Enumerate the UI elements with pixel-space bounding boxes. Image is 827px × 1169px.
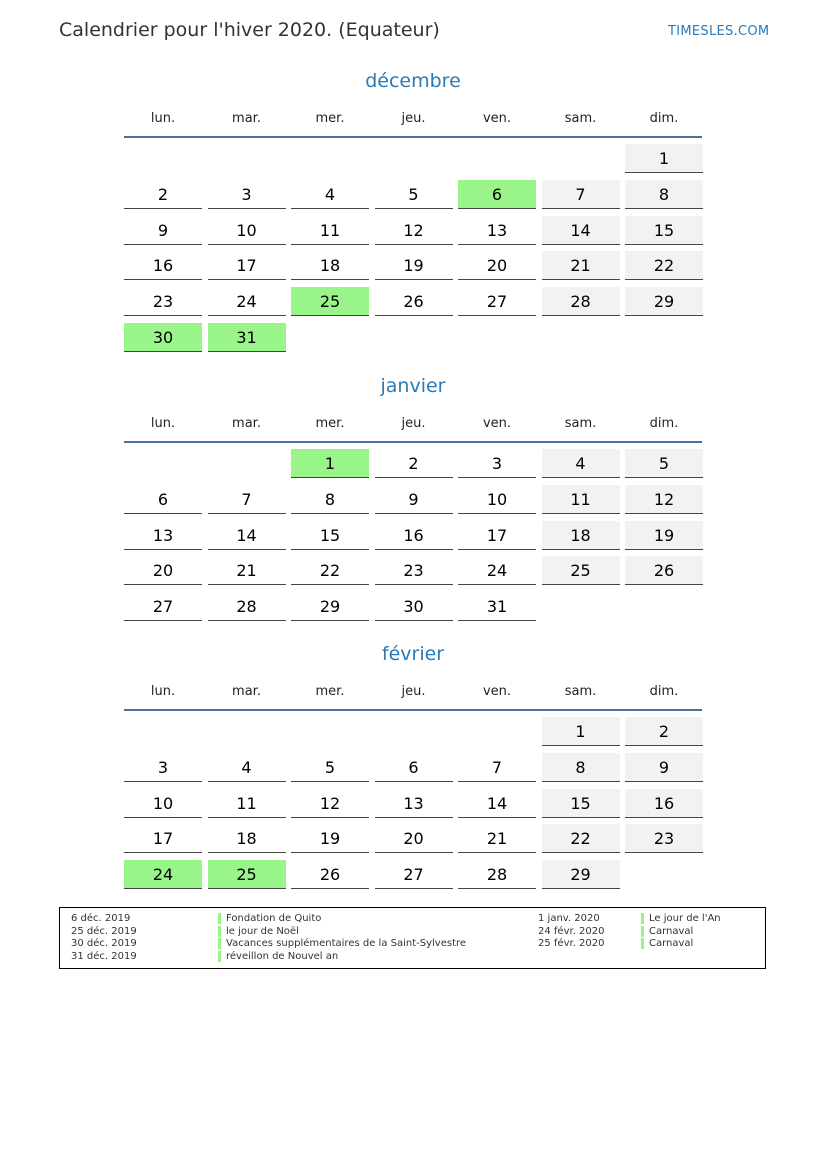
month-title: décembre — [365, 70, 461, 92]
day-cell[interactable]: 4 — [542, 449, 620, 478]
day-cell[interactable]: 5 — [625, 449, 703, 478]
day-cell[interactable]: 18 — [291, 251, 369, 280]
day-cell[interactable]: 14 — [458, 789, 536, 818]
day-cell[interactable]: 22 — [542, 824, 620, 853]
day-cell[interactable]: 4 — [291, 180, 369, 209]
day-cell[interactable]: 23 — [375, 556, 453, 585]
weekday-label: ven. — [482, 416, 512, 431]
holiday-marker — [641, 938, 644, 949]
day-cell[interactable]: 11 — [208, 789, 286, 818]
legend-date: 24 févr. 2020 — [538, 925, 605, 937]
day-cell[interactable]: 22 — [291, 556, 369, 585]
legend-holiday-name: réveillon de Nouvel an — [226, 951, 339, 963]
day-cell[interactable]: 10 — [208, 216, 286, 245]
day-cell[interactable]: 18 — [542, 521, 620, 550]
legend-left-markers — [218, 913, 221, 964]
day-cell[interactable]: 5 — [375, 180, 453, 209]
weekday-label: mer. — [315, 684, 345, 699]
legend-right-dates — [538, 913, 605, 951]
weekday-label: dim. — [649, 684, 679, 699]
day-cell[interactable]: 23 — [625, 824, 703, 853]
day-cell[interactable]: 9 — [124, 216, 202, 245]
weekday-label: lun. — [150, 416, 176, 431]
day-cell[interactable]: 7 — [208, 485, 286, 514]
day-cell[interactable]: 23 — [124, 287, 202, 316]
month-title: janvier — [380, 375, 446, 397]
day-cell[interactable]: 6 — [458, 180, 536, 209]
day-cell[interactable]: 30 — [124, 323, 202, 352]
day-cell[interactable]: 16 — [375, 521, 453, 550]
day-cell[interactable]: 31 — [208, 323, 286, 352]
day-cell[interactable]: 8 — [542, 753, 620, 782]
day-cell[interactable]: 10 — [458, 485, 536, 514]
day-cell[interactable]: 11 — [542, 485, 620, 514]
day-cell[interactable]: 6 — [124, 485, 202, 514]
day-cell[interactable]: 3 — [458, 449, 536, 478]
legend-holiday-name: le jour de Noël — [226, 925, 299, 937]
day-cell[interactable]: 19 — [625, 521, 703, 550]
day-cell[interactable]: 12 — [291, 789, 369, 818]
legend-date: 30 déc. 2019 — [71, 938, 137, 950]
header-divider — [124, 441, 702, 443]
weekday-label: mar. — [232, 111, 261, 126]
day-cell[interactable]: 5 — [291, 753, 369, 782]
day-cell[interactable]: 7 — [458, 753, 536, 782]
weekday-label: ven. — [482, 111, 512, 126]
day-cell[interactable]: 17 — [124, 824, 202, 853]
day-cell[interactable]: 24 — [124, 860, 202, 889]
weekday-header — [124, 416, 702, 436]
weekday-label: sam. — [564, 684, 597, 699]
holiday-marker — [641, 913, 644, 924]
weekday-label: dim. — [649, 111, 679, 126]
day-cell[interactable]: 17 — [458, 521, 536, 550]
day-cell[interactable]: 28 — [458, 860, 536, 889]
holiday-marker — [641, 926, 644, 937]
day-cell[interactable]: 12 — [375, 216, 453, 245]
legend-right-names — [649, 913, 721, 951]
day-cell[interactable]: 13 — [458, 216, 536, 245]
holiday-marker — [218, 951, 221, 962]
day-cell[interactable]: 27 — [458, 287, 536, 316]
legend-date: 6 déc. 2019 — [71, 913, 131, 924]
day-cell[interactable]: 7 — [542, 180, 620, 209]
day-cell[interactable]: 22 — [625, 251, 703, 280]
weekday-label: jeu. — [401, 111, 426, 126]
day-cell[interactable]: 13 — [124, 521, 202, 550]
holiday-marker — [218, 926, 221, 937]
day-cell[interactable]: 28 — [208, 592, 286, 621]
day-cell[interactable]: 27 — [375, 860, 453, 889]
weekday-label: jeu. — [401, 684, 426, 699]
day-cell[interactable]: 1 — [291, 449, 369, 478]
weekday-label: mer. — [315, 416, 345, 431]
legend-left-names — [226, 913, 466, 964]
weekday-label: jeu. — [401, 416, 426, 431]
weekday-label: mar. — [232, 416, 261, 431]
day-cell[interactable]: 1 — [542, 717, 620, 746]
site-link[interactable]: TIMESLES.COM — [668, 24, 770, 39]
day-cell[interactable]: 26 — [291, 860, 369, 889]
day-cell[interactable]: 29 — [542, 860, 620, 889]
day-cell[interactable]: 13 — [375, 789, 453, 818]
day-cell[interactable]: 26 — [375, 287, 453, 316]
legend-date: 1 janv. 2020 — [538, 913, 600, 924]
header-divider — [124, 136, 702, 138]
day-cell[interactable]: 31 — [458, 592, 536, 621]
day-cell[interactable]: 16 — [625, 789, 703, 818]
day-cell[interactable]: 28 — [542, 287, 620, 316]
day-cell[interactable]: 14 — [208, 521, 286, 550]
day-cell[interactable]: 29 — [625, 287, 703, 316]
day-cell[interactable]: 20 — [375, 824, 453, 853]
day-cell[interactable]: 1 — [625, 144, 703, 173]
day-cell[interactable]: 29 — [291, 592, 369, 621]
day-cell[interactable]: 3 — [208, 180, 286, 209]
day-cell[interactable]: 2 — [375, 449, 453, 478]
day-cell[interactable]: 25 — [208, 860, 286, 889]
day-cell[interactable]: 9 — [625, 753, 703, 782]
weekday-label: dim. — [649, 416, 679, 431]
weekday-label: sam. — [564, 111, 597, 126]
day-cell[interactable]: 15 — [291, 521, 369, 550]
day-cell[interactable]: 14 — [542, 216, 620, 245]
legend-holiday-name: Fondation de Quito — [226, 913, 322, 924]
day-cell[interactable]: 24 — [208, 287, 286, 316]
day-cell[interactable]: 25 — [291, 287, 369, 316]
day-cell[interactable]: 2 — [124, 180, 202, 209]
weekday-label: sam. — [564, 416, 597, 431]
day-cell[interactable]: 20 — [124, 556, 202, 585]
day-cell[interactable]: 6 — [375, 753, 453, 782]
legend-right-markers — [641, 913, 644, 951]
day-cell[interactable]: 21 — [458, 824, 536, 853]
day-cell[interactable]: 25 — [542, 556, 620, 585]
day-cell[interactable]: 17 — [208, 251, 286, 280]
weekday-label: mar. — [232, 684, 261, 699]
day-cell[interactable]: 24 — [458, 556, 536, 585]
weekday-header — [124, 684, 702, 704]
legend-date: 25 déc. 2019 — [71, 925, 137, 937]
day-cell[interactable]: 15 — [542, 789, 620, 818]
weekday-label: mer. — [315, 111, 345, 126]
weekday-label: lun. — [150, 684, 176, 699]
day-cell[interactable]: 16 — [124, 251, 202, 280]
month-title: février — [381, 643, 445, 665]
day-cell[interactable]: 20 — [458, 251, 536, 280]
day-cell[interactable]: 9 — [375, 485, 453, 514]
day-cell[interactable]: 4 — [208, 753, 286, 782]
day-cell[interactable]: 11 — [291, 216, 369, 245]
day-cell[interactable]: 21 — [208, 556, 286, 585]
legend-holiday-name: Vacances supplémentaires de la Saint-Sylvestre — [226, 938, 467, 950]
holiday-marker — [218, 938, 221, 949]
weekday-header — [124, 111, 702, 131]
legend-holiday-name: Carnaval — [649, 925, 694, 937]
day-cell[interactable]: 2 — [625, 717, 703, 746]
page-title: Calendrier pour l'hiver 2020. (Equateur) — [59, 19, 440, 41]
holiday-legend — [59, 907, 766, 969]
day-cell[interactable]: 27 — [124, 592, 202, 621]
legend-holiday-name: Le jour de l'An — [649, 913, 721, 924]
day-cell[interactable]: 12 — [625, 485, 703, 514]
day-cell[interactable]: 26 — [625, 556, 703, 585]
legend-holiday-name: Carnaval — [649, 938, 694, 950]
day-cell[interactable]: 10 — [124, 789, 202, 818]
weekday-label: ven. — [482, 684, 512, 699]
day-cell[interactable]: 18 — [208, 824, 286, 853]
legend-date: 31 déc. 2019 — [71, 951, 137, 963]
day-cell[interactable]: 19 — [291, 824, 369, 853]
header-divider — [124, 709, 702, 711]
day-cell[interactable]: 30 — [375, 592, 453, 621]
day-cell[interactable]: 8 — [625, 180, 703, 209]
legend-left-dates — [71, 913, 137, 964]
day-cell[interactable]: 3 — [124, 753, 202, 782]
day-cell[interactable]: 8 — [291, 485, 369, 514]
day-cell[interactable]: 15 — [625, 216, 703, 245]
holiday-marker — [218, 913, 221, 924]
day-cell[interactable]: 21 — [542, 251, 620, 280]
legend-date: 25 févr. 2020 — [538, 938, 605, 950]
day-cell[interactable]: 19 — [375, 251, 453, 280]
weekday-label: lun. — [150, 111, 176, 126]
